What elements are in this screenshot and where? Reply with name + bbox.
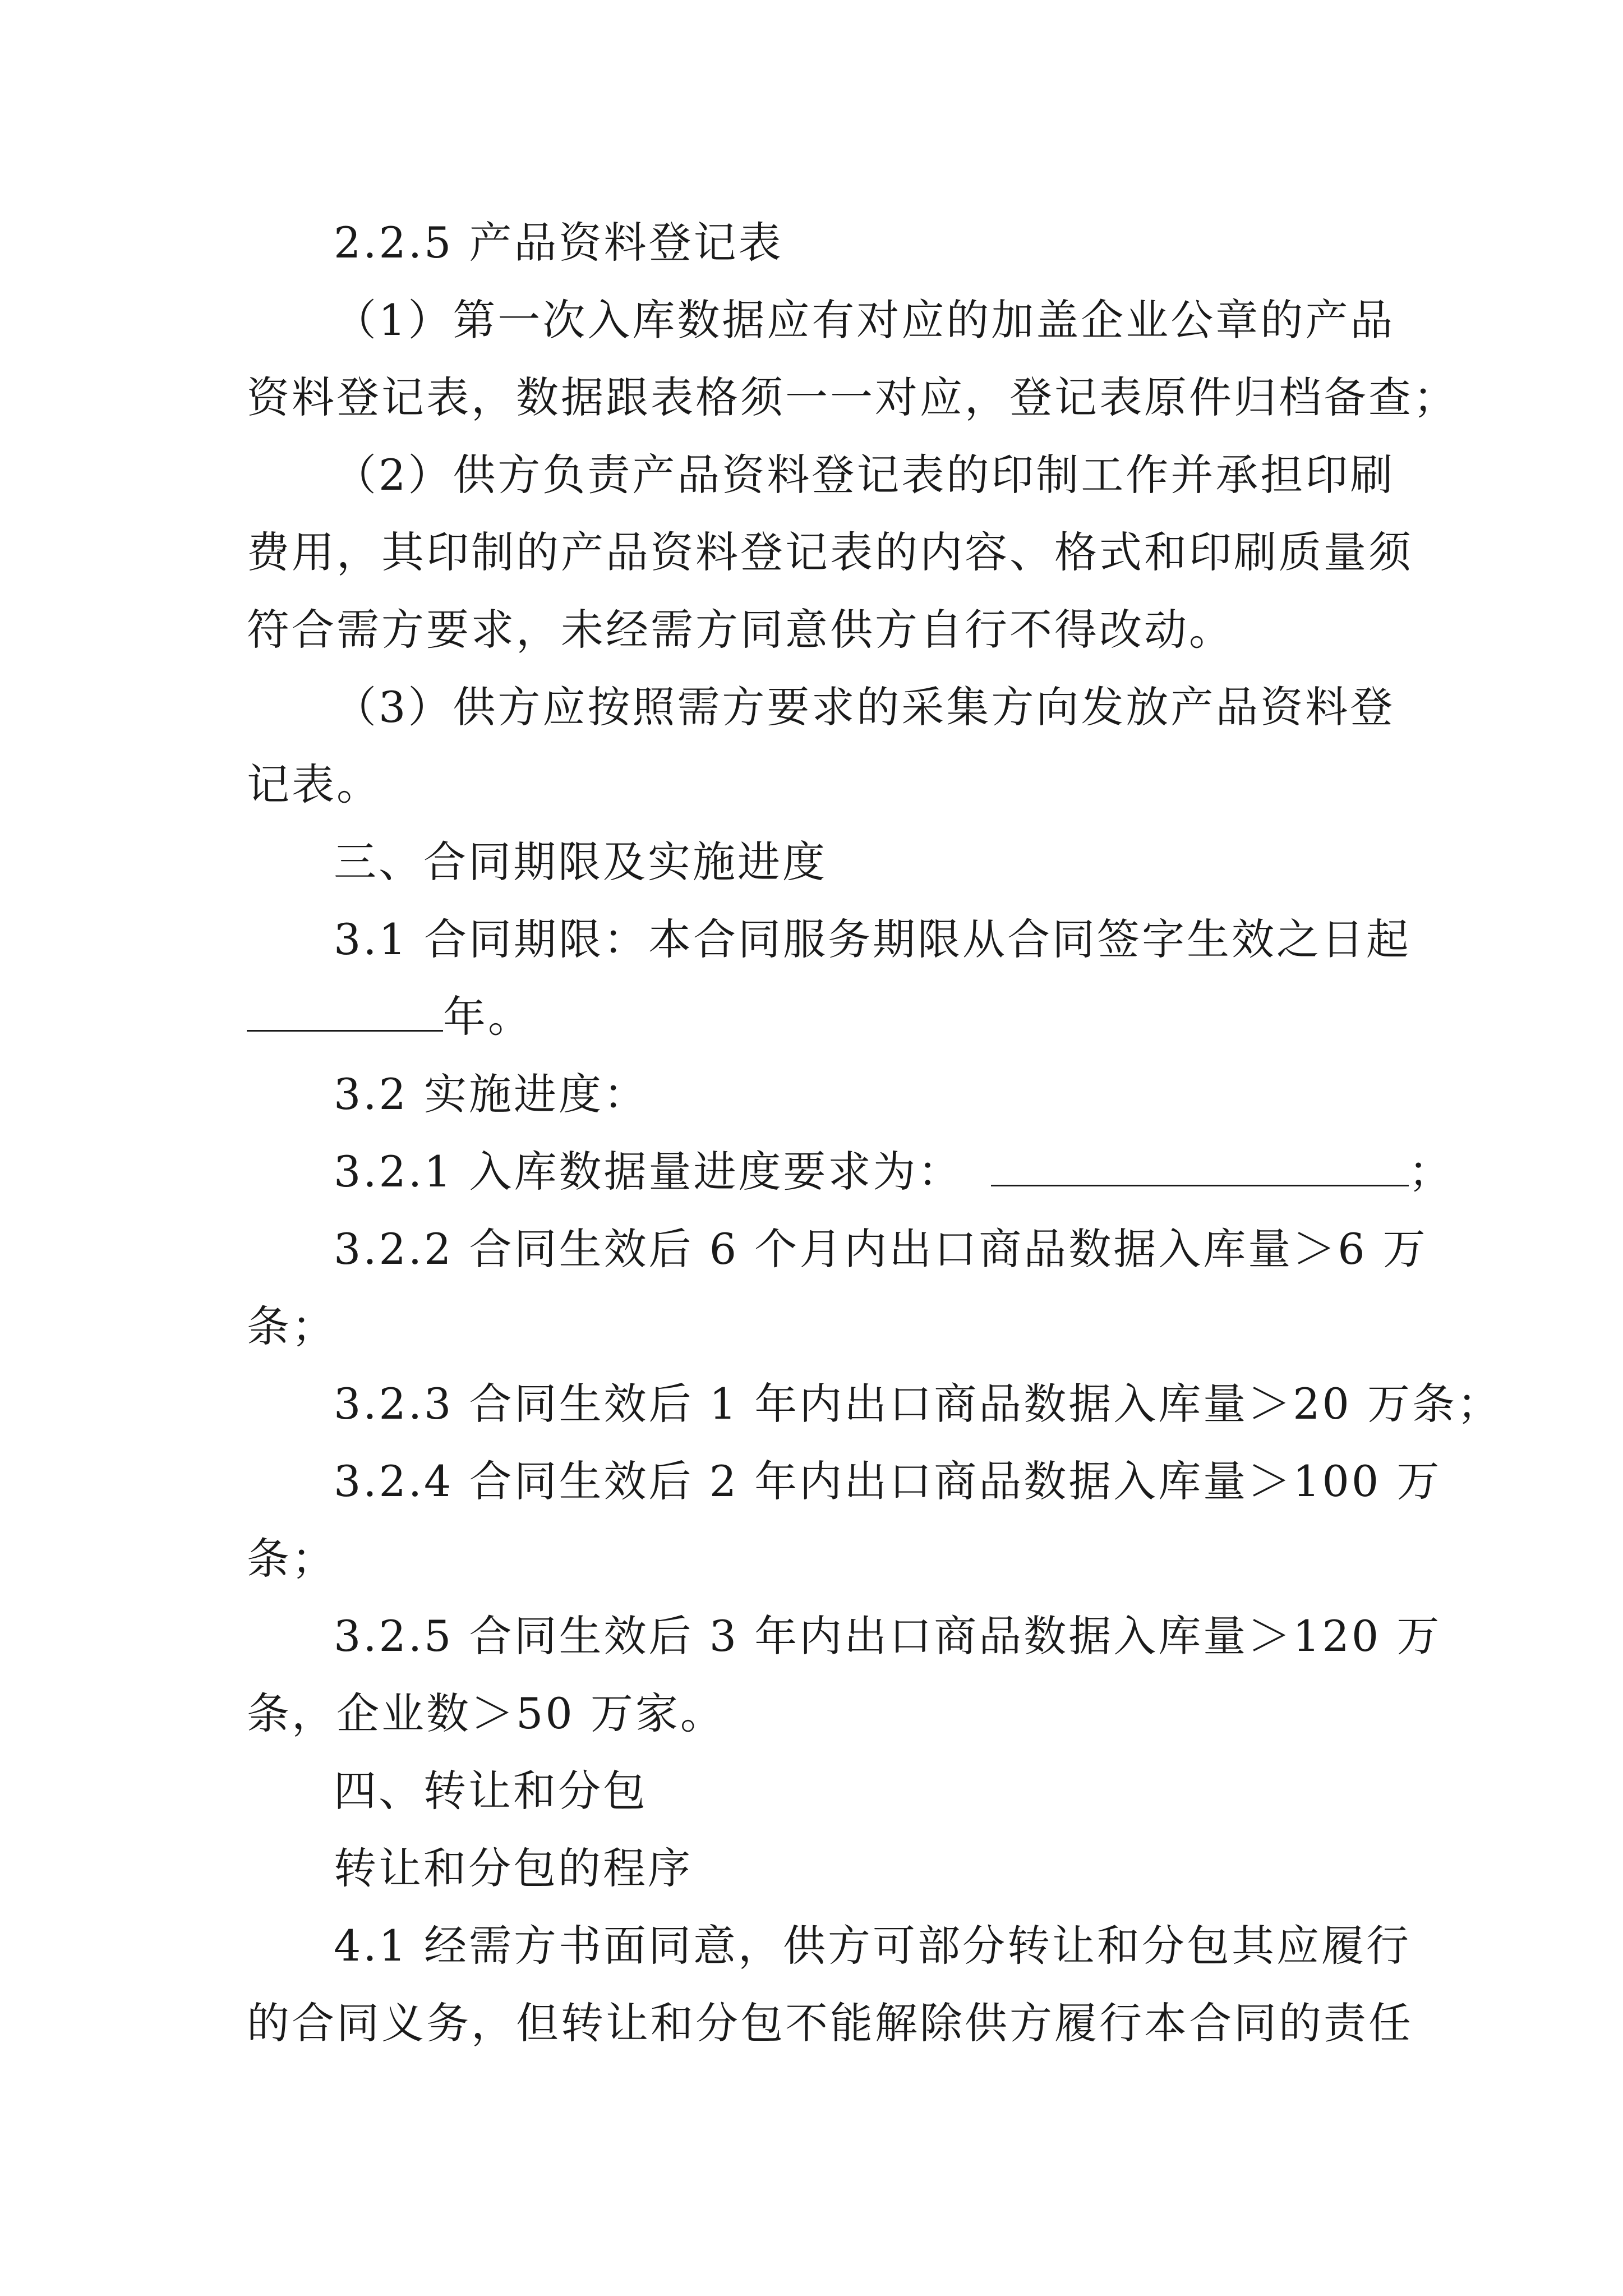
paragraph-line: 3.2.3 合同生效后 1 年内出口商品数据入库量＞20 万条； xyxy=(334,1379,1502,1429)
paragraph-line: 3.1 合同期限：本合同服务期限从合同签字生效之日起 xyxy=(334,914,1412,964)
paragraph-line: 3.2.4 合同生效后 2 年内出口商品数据入库量＞100 万 xyxy=(334,1456,1442,1506)
paragraph-line: （1）第一次入库数据应有对应的加盖企业公章的产品 xyxy=(334,295,1395,345)
section-heading-4: 四、转让和分包 xyxy=(334,1766,648,1816)
paragraph-line: 条； xyxy=(247,1301,336,1351)
paragraph-line: 转让和分包的程序 xyxy=(334,1843,693,1893)
paragraph-line xyxy=(334,1144,1454,1200)
section-heading-2-2-5: 2.2.5 产品资料登记表 xyxy=(334,218,783,268)
paragraph-line: 3.2.2 合同生效后 6 个月内出口商品数据入库量＞6 万 xyxy=(334,1224,1428,1274)
section-heading-3: 三、合同期限及实施进度 xyxy=(334,837,827,887)
blank-suffix: ； xyxy=(1408,1147,1454,1197)
paragraph-line: 资料登记表，数据跟表格须一一对应，登记表原件归档备查； xyxy=(247,372,1458,422)
blank-suffix: 年。 xyxy=(443,992,533,1042)
fill-in-blank xyxy=(247,991,443,1032)
paragraph-line: 记表。 xyxy=(247,760,381,809)
paragraph-line: 3.2 实施进度： xyxy=(334,1069,649,1119)
paragraph-line: 的合同义务，但转让和分包不能解除供方履行本合同的责任 xyxy=(247,1998,1413,2048)
fill-in-blank xyxy=(991,1145,1409,1186)
paragraph-line: 费用，其印制的产品资料登记表的内容、格式和印刷质量须 xyxy=(247,527,1413,577)
paragraph-line: （3）供方应按照需方要求的采集方向发放产品资料登 xyxy=(334,682,1395,732)
paragraph-line: 符合需方要求，未经需方同意供方自行不得改动。 xyxy=(247,605,1234,655)
paragraph-line: 条； xyxy=(247,1534,336,1584)
paragraph-line: （2）供方负责产品资料登记表的印制工作并承担印刷 xyxy=(334,450,1395,500)
line-prefix: 3.2.1 入库数据量进度要求为： xyxy=(334,1147,963,1197)
paragraph-line: 条，企业数＞50 万家。 xyxy=(247,1688,725,1738)
paragraph-line xyxy=(247,989,1391,1045)
paragraph-line: 4.1 经需方书面同意，供方可部分转让和分包其应履行 xyxy=(334,1921,1412,1971)
paragraph-line: 3.2.5 合同生效后 3 年内出口商品数据入库量＞120 万 xyxy=(334,1611,1442,1661)
